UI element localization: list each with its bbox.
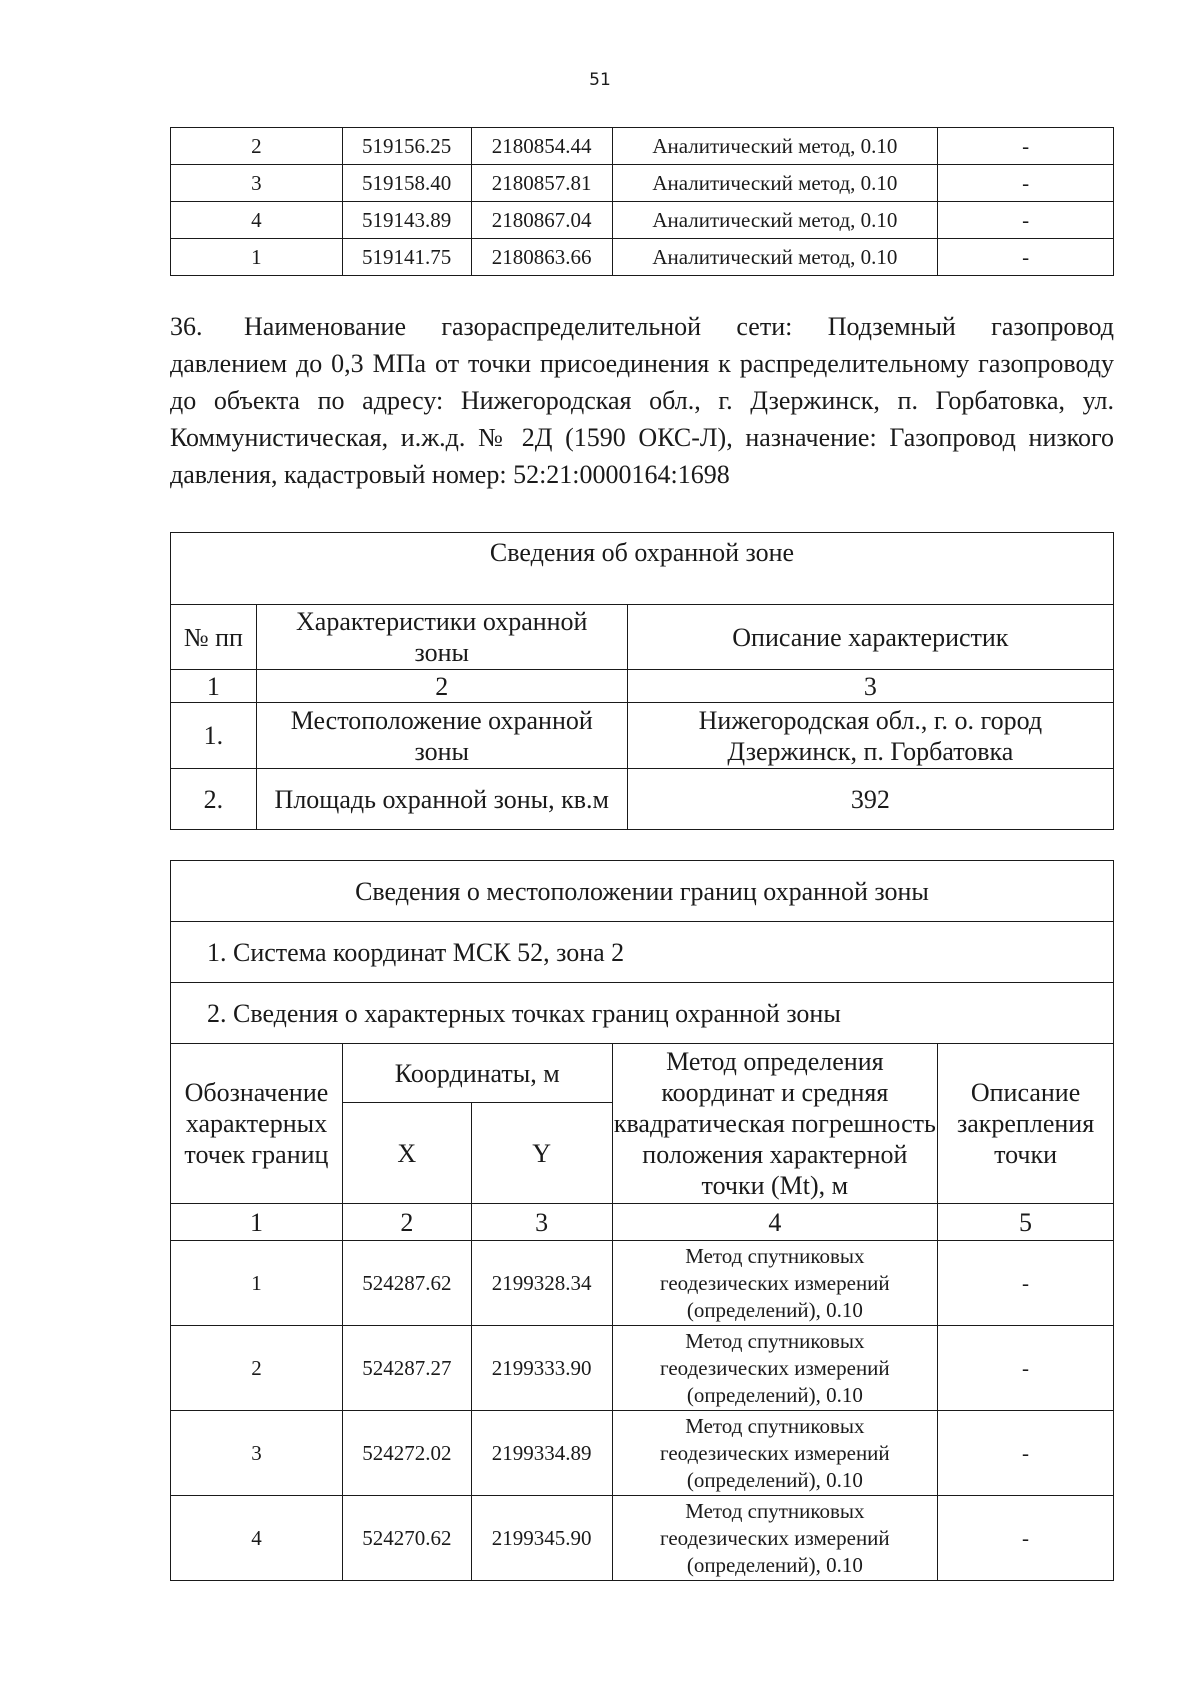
table-cell: 1 — [171, 1241, 343, 1326]
continuation-coordinates-table — [170, 127, 1114, 276]
table-cell: 2180857.81 — [471, 165, 612, 202]
table-row — [171, 1496, 1114, 1581]
table-cell: 524287.27 — [342, 1326, 471, 1411]
table-cell: Метод спутниковых геодезических измерений (определений), 0.10 — [612, 1326, 938, 1411]
column-number: 4 — [612, 1204, 938, 1241]
table-cell: Метод спутниковых геодезических измерений (определений), 0.10 — [612, 1241, 938, 1326]
item-number: 36. — [170, 312, 203, 341]
table-cell: 392 — [627, 769, 1113, 830]
table-cell: Аналитический метод, 0.10 — [612, 128, 938, 165]
table-cell: - — [938, 165, 1114, 202]
column-header: Метод определения координат и средняя квадратическая погрешность положения характерной точки (Mt), м — [612, 1044, 938, 1204]
table-cell: - — [938, 1326, 1114, 1411]
table-cell: Аналитический метод, 0.10 — [612, 239, 938, 276]
table-caption: Сведения о местоположении границ охранной зоны — [171, 861, 1114, 922]
table-row — [171, 1326, 1114, 1411]
column-number: 3 — [471, 1204, 612, 1241]
page-number: 51 — [589, 70, 611, 90]
table-cell: - — [938, 202, 1114, 239]
table-cell: Аналитический метод, 0.10 — [612, 202, 938, 239]
table-cell: Площадь охранной зоны, кв.м — [256, 769, 627, 830]
table-cell: Метод спутниковых геодезических измерений (определений), 0.10 — [612, 1411, 938, 1496]
column-number: 1 — [171, 670, 257, 703]
table-cell: 524272.02 — [342, 1411, 471, 1496]
table-cell: Аналитический метод, 0.10 — [612, 165, 938, 202]
table-row — [171, 165, 1114, 202]
table-cell: 524287.62 — [342, 1241, 471, 1326]
network-description-paragraph — [170, 308, 1114, 493]
column-header: Характеристики охранной зоны — [256, 605, 627, 670]
column-number-row — [171, 670, 1114, 703]
table-cell: 4 — [171, 202, 343, 239]
table-header-row — [171, 1044, 1114, 1103]
points-title: 2. Сведения о характерных точках границ охранной зоны — [171, 983, 1114, 1044]
table-cell: 2199334.89 — [471, 1411, 612, 1496]
column-number: 5 — [938, 1204, 1114, 1241]
table-cell: 519143.89 — [342, 202, 471, 239]
coord-system-row — [171, 922, 1114, 983]
table-cell: 519141.75 — [342, 239, 471, 276]
table-row — [171, 703, 1114, 769]
table-caption-row — [171, 533, 1114, 605]
table-cell: 3 — [171, 165, 343, 202]
table-cell: - — [938, 239, 1114, 276]
table-row — [171, 1411, 1114, 1496]
table-cell: 519156.25 — [342, 128, 471, 165]
table-cell: - — [938, 1496, 1114, 1581]
table-cell: 4 — [171, 1496, 343, 1581]
table-cell: - — [938, 1411, 1114, 1496]
table-cell: Метод спутниковых геодезических измерений (определений), 0.10 — [612, 1496, 938, 1581]
table-row — [171, 128, 1114, 165]
protection-zone-info-table — [170, 532, 1114, 830]
points-title-row — [171, 983, 1114, 1044]
table-cell: 2 — [171, 128, 343, 165]
table-row — [171, 202, 1114, 239]
table-cell: 1 — [171, 239, 343, 276]
column-number: 2 — [342, 1204, 471, 1241]
table-row — [171, 239, 1114, 276]
table-cell: 3 — [171, 1411, 343, 1496]
column-number-row — [171, 1204, 1114, 1241]
table-cell: Местоположение охранной зоны — [256, 703, 627, 769]
column-number: 1 — [171, 1204, 343, 1241]
table-cell: 2180863.66 — [471, 239, 612, 276]
item-text: Наименование газораспределительной сети: Подземный газопровод давлением до 0,3 МПа от точки присоединения к распределительному газопроводу до объекта по адресу: Нижегородская обл., г. Дзержинск, п. Горбатовка, ул. Коммунистическая, и.ж.д. № 2Д (1590 ОКС-Л), назначение: Газопровод низкого давления, кадастровый номер: 52:21:0000164:1698 — [170, 312, 1114, 489]
table-caption: Сведения об охранной зоне — [171, 533, 1114, 605]
coord-system: 1. Система координат МСК 52, зона 2 — [171, 922, 1114, 983]
table-cell: 2199345.90 — [471, 1496, 612, 1581]
table-cell: 519158.40 — [342, 165, 471, 202]
column-header: Обозначение характерных точек границ — [171, 1044, 343, 1204]
table-cell: 1. — [171, 703, 257, 769]
table-cell: - — [938, 128, 1114, 165]
column-header: Y — [471, 1103, 612, 1204]
column-header: Координаты, м — [342, 1044, 612, 1103]
column-header: Описание характеристик — [627, 605, 1113, 670]
table-cell: 2. — [171, 769, 257, 830]
table-cell: Нижегородская обл., г. о. город Дзержинск, п. Горбатовка — [627, 703, 1113, 769]
column-header: № пп — [171, 605, 257, 670]
table-row — [171, 1241, 1114, 1326]
column-header: Описание закрепления точки — [938, 1044, 1114, 1204]
table-row — [171, 769, 1114, 830]
column-header: X — [342, 1103, 471, 1204]
zone-boundary-table — [170, 860, 1114, 1581]
column-number: 3 — [627, 670, 1113, 703]
table-cell: - — [938, 1241, 1114, 1326]
table-cell: 2 — [171, 1326, 343, 1411]
table-cell: 2180854.44 — [471, 128, 612, 165]
table-cell: 2180867.04 — [471, 202, 612, 239]
table-header-row — [171, 605, 1114, 670]
table-cell: 524270.62 — [342, 1496, 471, 1581]
column-number: 2 — [256, 670, 627, 703]
table-cell: 2199333.90 — [471, 1326, 612, 1411]
table-caption-row — [171, 861, 1114, 922]
table-cell: 2199328.34 — [471, 1241, 612, 1326]
